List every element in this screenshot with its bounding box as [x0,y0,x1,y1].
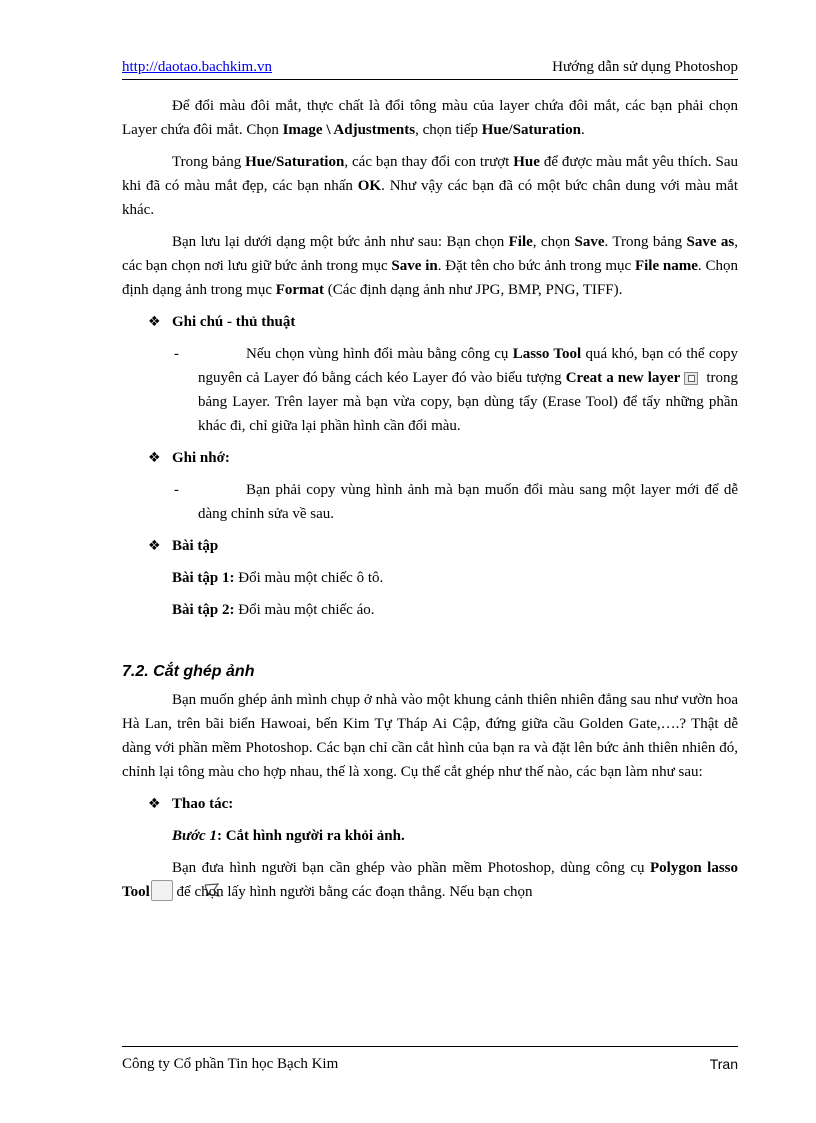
page-content [122,94,738,912]
header-url-link[interactable]: http://daotao.bachkim.vn [122,59,272,75]
diamond-bullet-icon: ❖ [148,538,161,554]
tips-heading: ❖ Ghi chú - thủ thuật [122,310,738,334]
diamond-bullet-icon: ❖ [148,450,161,466]
note-item: - Bạn phải copy vùng hình ảnh mà bạn muốn đổi màu sang một layer mới để dễ dàng chỉnh sửa về sau. [122,478,738,526]
dash-marker: - [174,346,179,362]
exercise-2: Bài tập 2: Đổi màu một chiếc áo. [172,602,375,618]
diamond-bullet-icon: ❖ [148,314,161,330]
page-footer [122,1046,738,1076]
exercise-1: Bài tập 1: Đổi màu một chiếc ô tô. [172,570,384,586]
paragraph-hue-saturation: Trong bảng Hue/Saturation, các bạn thay đổi con trượt Hue để được màu mắt yêu thích. Sau khi đã có màu mắt đẹp, các bạn nhấn OK. Như vậy các bạn đã có một bức chân dung với màu mắt khác. [122,154,738,218]
header-title: Hướng dẫn sử dụng Photoshop [552,59,738,75]
paragraph-eye-color: Để đổi màu đôi mắt, thực chất là đổi tông màu của layer chứa đôi mắt, các bạn phải chọn Layer chứa đôi mắt. Chọn Image \ Adjustments, chọn tiếp Hue/Saturation. [122,98,738,138]
tips-item: - Nếu chọn vùng hình đổi màu bằng công cụ Lasso Tool quá khó, bạn có thể copy nguyên cả Layer đó bằng cách kéo Layer đó vào biểu tượng Creat a new layer trong bảng Layer. Trên layer mà bạn vừa copy, bạn dùng tẩy (Erase Tool) để tẩy những phần khác đi, chỉ giữa lại phần hình cần đổi màu. [122,342,738,438]
step-1: Bước 1: Cắt hình người ra khỏi ảnh. [172,828,405,844]
exercises-heading: ❖ Bài tập [122,534,738,558]
operations-heading: ❖ Thao tác: [122,792,738,816]
footer-company: Công ty Cổ phần Tin học Bạch Kim [122,1056,339,1072]
dash-marker: - [174,482,179,498]
paragraph-cut-paste-intro: Bạn muốn ghép ảnh mình chụp ở nhà vào một khung cảnh thiên nhiên đẳng sau như vườn hoa Hà Lan, trên bãi biển Hawoai, bến Kim Tự Tháp Ai Cập, đứng giữa cầu Golden Gate,….? Thật dễ dàng với phần mềm Photoshop. Các bạn chỉ cần cắt hình của bạn ra và đặt lên bức ảnh thiên nhiên đó, chỉnh lại tông màu cho hợp nhau, thế là xong. Cụ thể cắt ghép như thế nào, các bạn làm như sau: [122,692,738,780]
diamond-bullet-icon: ❖ [148,796,161,812]
polygon-lasso-icon [151,880,173,901]
footer-page-label: Tran [709,1056,738,1072]
step-label: Bước 1 [172,828,217,844]
paragraph-save-image: Bạn lưu lại dưới dạng một bức ảnh như sau: Bạn chọn File, chọn Save. Trong bảng Save as, các bạn chọn nơi lưu giữ bức ảnh trong mục Save in. Đặt tên cho bức ảnh trong mục File name. Chọn định dạng ảnh trong mục Format (Các định dạng ảnh như JPG, BMP, PNG, TIFF). [122,234,738,298]
page-header [122,57,738,80]
paragraph-polygon-lasso: Bạn đưa hình người bạn cần ghép vào phần mềm Photoshop, dùng công cụ Polygon lasso Tool để chọn lấy hình người bằng các đoạn thẳng. Nếu bạn chọn [122,860,739,900]
new-layer-icon [684,372,698,385]
note-heading: ❖ Ghi nhớ: [122,446,738,470]
section-title: 7.2. Cắt ghép ảnh [122,663,255,680]
